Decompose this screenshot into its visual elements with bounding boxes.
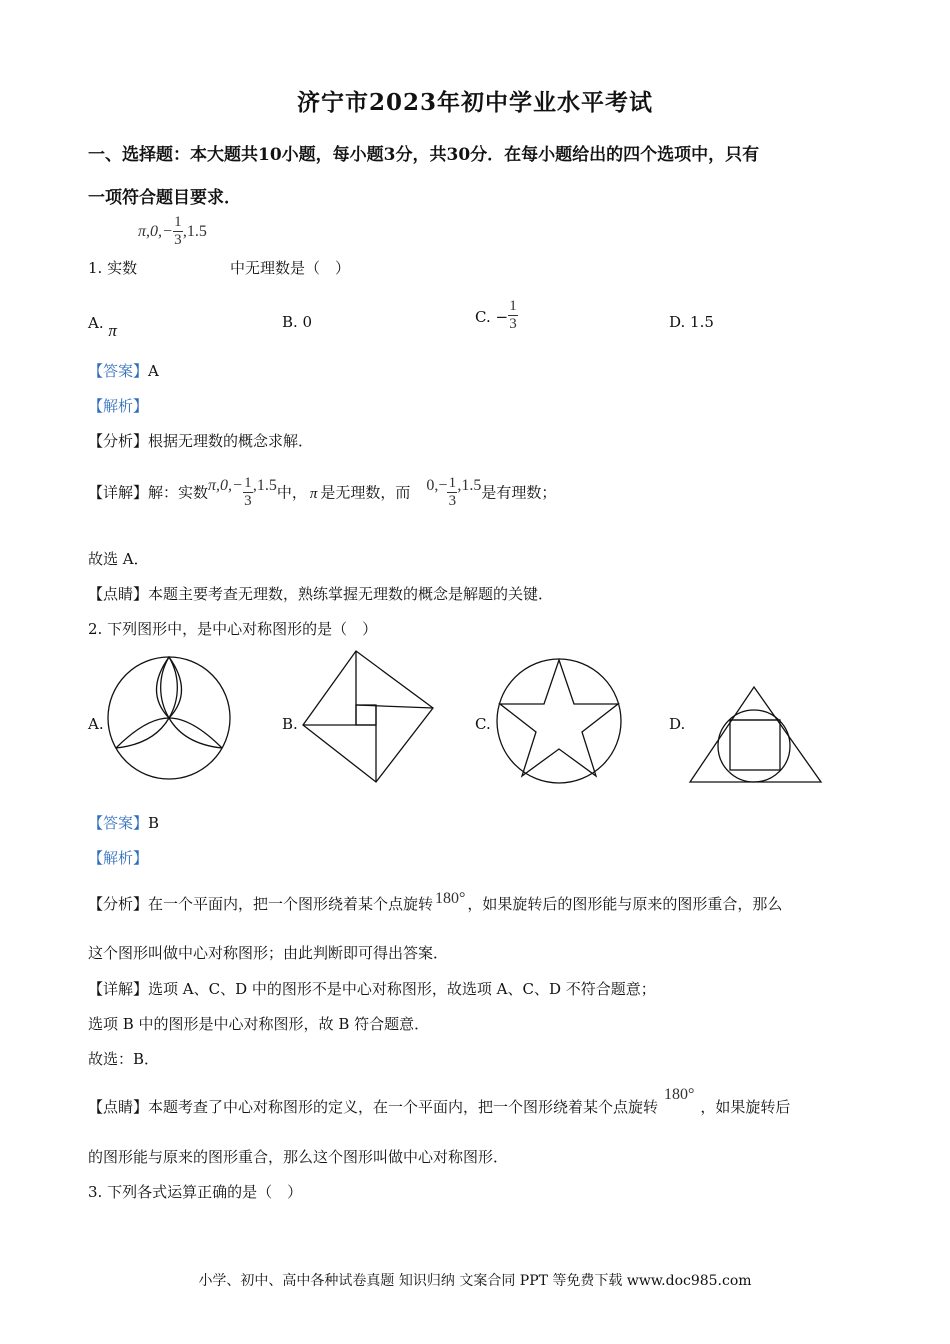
detail-list-tail: ,1.5 <box>457 476 482 494</box>
q1-analysis-tag: 【解析】 <box>88 397 149 415</box>
option-c-fraction <box>508 298 518 333</box>
detail-list-prefix: 0,− <box>426 476 448 494</box>
answer-tag: 【答案】 <box>88 814 149 832</box>
frac-num: 1 <box>509 298 517 314</box>
q1-math-prefix: π,0,− <box>138 223 173 240</box>
frac-num: 1 <box>244 475 252 491</box>
q1-stem-suffix: 中无理数是（ ） <box>230 259 351 277</box>
answer-value: A <box>148 362 159 380</box>
q2-detail-line1: 【详解】选项 A、C、D 中的图形不是中心对称图形，故选项 A、C、D 不符合题意； <box>88 980 656 998</box>
q3-stem: 3. 下列各式运算正确的是（ ） <box>88 1183 303 1201</box>
q1-math-tail: ,1.5 <box>182 223 207 240</box>
detail-math-prefix: π,0,− <box>208 476 243 494</box>
q1-option-c[interactable] <box>475 298 518 333</box>
q1-math-list <box>138 214 207 249</box>
detail-math-tail: ,1.5 <box>252 476 277 494</box>
detail-pi: π <box>309 485 318 502</box>
q2-choose: 故选：B． <box>88 1050 160 1068</box>
q2-fenxi-line1 <box>88 890 783 914</box>
q1-choose: 故选 A． <box>88 550 149 568</box>
q1-dianjing: 【点睛】本题主要考查无理数，熟练掌握无理数的概念是解题的关键． <box>88 585 554 603</box>
frac-den: 3 <box>509 316 517 332</box>
answer-tag: 【答案】 <box>88 362 149 380</box>
detail-fraction-2 <box>447 475 457 510</box>
section-heading-line2: 一项符合题目要求． <box>88 188 241 208</box>
detail-suffix: 是有理数； <box>481 483 557 502</box>
q2-figure-c <box>494 656 624 786</box>
q2-option-c-label[interactable]: C. <box>475 715 491 733</box>
frac-num: 1 <box>174 214 182 230</box>
q2-dianjing-line2: 的图形能与原来的图形重合，那么这个图形叫做中心对称图形． <box>88 1148 509 1166</box>
dj-a: 【点睛】本题考查了中心对称图形的定义，在一个平面内，把一个图形绕着某个点旋转 <box>88 1098 659 1116</box>
q1-detail <box>88 476 556 511</box>
dj-b: ，如果旋转后 <box>700 1098 791 1116</box>
page-title: 济宁市2023年初中学业水平考试 <box>296 89 653 116</box>
q2-figure-d <box>688 662 828 782</box>
answer-value: B <box>148 814 160 832</box>
q1-option-a[interactable] <box>88 313 117 340</box>
q2-figure-a <box>104 652 234 782</box>
q2-fenxi-line2: 这个图形叫做中心对称图形；由此判断即可得出答案． <box>88 944 449 962</box>
option-c-label: C. − <box>475 307 509 326</box>
frac-den: 3 <box>174 232 182 248</box>
page-footer: 小学、初中、高中各种试卷真题 知识归纳 文案合同 PPT 等免费下载 www.doc985.com <box>198 1273 752 1289</box>
q2-option-a-label[interactable]: A. <box>88 715 104 733</box>
detail-mid2: 是无理数，而 <box>320 483 411 502</box>
q2-figure-b <box>300 648 440 788</box>
q2-answer <box>88 812 159 833</box>
q2-option-d-label[interactable]: D. <box>669 715 686 733</box>
detail-prefix: 【详解】解：实数 <box>88 483 209 502</box>
frac-den: 3 <box>244 493 252 509</box>
q1-fraction <box>173 214 183 249</box>
fenxi-b: ，如果旋转后的图形能与原来的图形重合，那么 <box>467 895 783 913</box>
frac-den: 3 <box>448 493 457 509</box>
option-a-value: π <box>108 321 117 340</box>
option-a-label: A. <box>88 314 104 332</box>
q2-analysis-tag: 【解析】 <box>88 849 149 867</box>
degree-180: 180° <box>664 1086 695 1103</box>
q1-option-d[interactable]: D. 1.5 <box>669 313 714 331</box>
q1-option-b[interactable]: B. 0 <box>282 313 313 331</box>
q1-answer <box>88 360 159 381</box>
detail-mid1: 中， <box>276 483 307 502</box>
degree-180: 180° <box>435 890 466 907</box>
q2-detail-line2: 选项 B 中的图形是中心对称图形，故 B 符合题意． <box>88 1015 430 1033</box>
q1-stem-prefix: 1. 实数 <box>88 259 138 277</box>
detail-fraction-1 <box>243 475 253 510</box>
q2-dianjing-line1 <box>88 1086 791 1117</box>
q2-stem: 2. 下列图形中，是中心对称图形的是（ ） <box>88 620 378 638</box>
section-heading-line1: 一、选择题：本大题共10小题，每小题3分，共30分．在每小题给出的四个选项中，只有 <box>88 145 760 165</box>
frac-num: 1 <box>448 475 457 491</box>
q1-fenxi: 【分析】根据无理数的概念求解． <box>88 432 314 450</box>
fenxi-a: 【分析】在一个平面内，把一个图形绕着某个点旋转 <box>88 895 434 913</box>
q2-option-b-label[interactable]: B. <box>282 715 298 733</box>
